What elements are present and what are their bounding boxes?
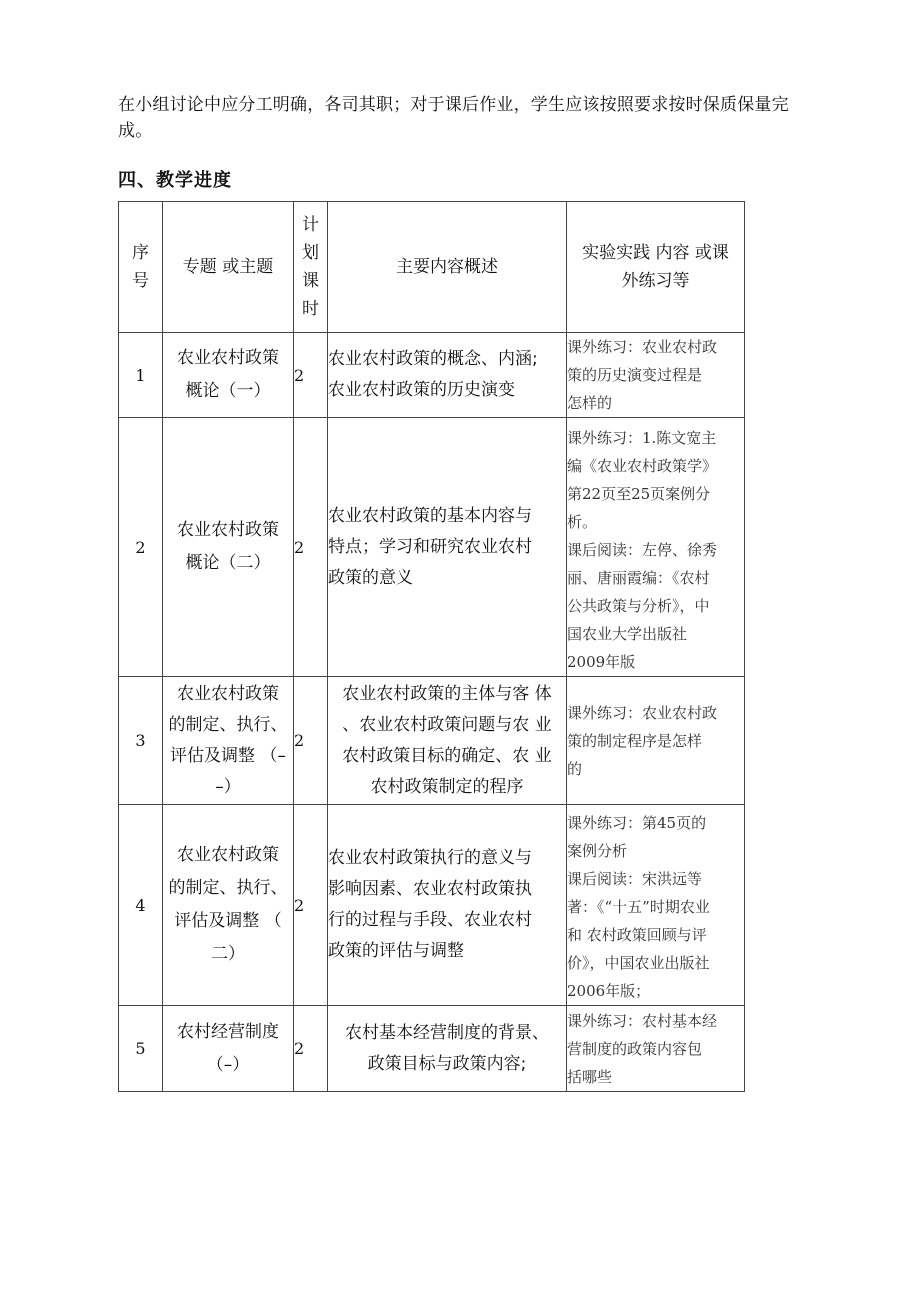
row-topic: 农业农村政策 的制定、执行、 评估及调整 （ 二） bbox=[163, 805, 294, 1006]
row-hours: 2 bbox=[294, 677, 328, 805]
table-row bbox=[119, 333, 745, 418]
table-row bbox=[119, 418, 745, 677]
header-practice: 实验实践 内容 或课 外练习等 bbox=[567, 202, 745, 333]
row-hours: 2 bbox=[294, 1006, 328, 1092]
row-number: 3 bbox=[119, 677, 163, 805]
row-hours: 2 bbox=[294, 805, 328, 1006]
row-hours: 2 bbox=[294, 418, 328, 677]
row-practice: 课外练习：农业农村政 策的制定程序是怎样 的 bbox=[567, 677, 745, 805]
table-header-row bbox=[119, 202, 745, 333]
row-content: 农业农村政策的主体与客 体 、农业农村政策问题与农 业 农村政策目标的确定、农 业 农村政策制定的程序 bbox=[328, 677, 567, 805]
row-number: 2 bbox=[119, 418, 163, 677]
table-row bbox=[119, 677, 745, 805]
row-content: 农村基本经营制度的背景、 政策目标与政策内容; bbox=[328, 1006, 567, 1092]
row-practice: 课外练习：1.陈文宽主 编《农业农村政策学》 第22页至25页案例分 析。 课后阅读：左停、徐秀 丽、唐丽霞编：《农村 公共政策与分析》，中 国农业大学出版社 2009年版 bbox=[567, 418, 745, 677]
row-practice: 课外练习：农业农村政 策的历史演变过程是 怎样的 bbox=[567, 333, 745, 418]
row-number: 4 bbox=[119, 805, 163, 1006]
row-content: 农业农村政策的概念、内涵; 农业农村政策的历史演变 bbox=[328, 333, 567, 418]
row-topic: 农业农村政策 的制定、执行、 评估及调整 （– –） bbox=[163, 677, 294, 805]
header-hours: 计 划 课 时 bbox=[294, 202, 328, 333]
row-practice: 课外练习：农村基本经 营制度的政策内容包 括哪些 bbox=[567, 1006, 745, 1092]
header-topic: 专题 或主题 bbox=[163, 202, 294, 333]
header-content: 主要内容概述 bbox=[328, 202, 567, 333]
table-row bbox=[119, 805, 745, 1006]
row-topic: 农业农村政策 概论（一） bbox=[163, 333, 294, 418]
intro-paragraph: 在小组讨论中应分工明确，各司其职；对于课后作业，学生应该按照要求按时保质保量完成。 bbox=[118, 95, 789, 141]
row-content: 农业农村政策执行的意义与 影响因素、农业农村政策执 行的过程与手段、农业农村 政策的评估与调整 bbox=[328, 805, 567, 1006]
row-content: 农业农村政策的基本内容与 特点；学习和研究农业农村 政策的意义 bbox=[328, 418, 567, 677]
table-row bbox=[119, 1006, 745, 1092]
header-num: 序 号 bbox=[119, 202, 163, 333]
row-topic: 农村经营制度 （–） bbox=[163, 1006, 294, 1092]
teaching-schedule-table bbox=[118, 201, 745, 1092]
row-hours: 2 bbox=[294, 333, 328, 418]
row-topic: 农业农村政策 概论（二） bbox=[163, 418, 294, 677]
row-practice: 课外练习：第45页的 案例分析 课后阅读：宋洪远等 著：《“十五”时期农业 和 农村政策回顾与评 价》，中国农业出版社 2006年版； bbox=[567, 805, 745, 1006]
row-number: 5 bbox=[119, 1006, 163, 1092]
row-number: 1 bbox=[119, 333, 163, 418]
section-heading: 四、教学进度 bbox=[118, 170, 232, 191]
